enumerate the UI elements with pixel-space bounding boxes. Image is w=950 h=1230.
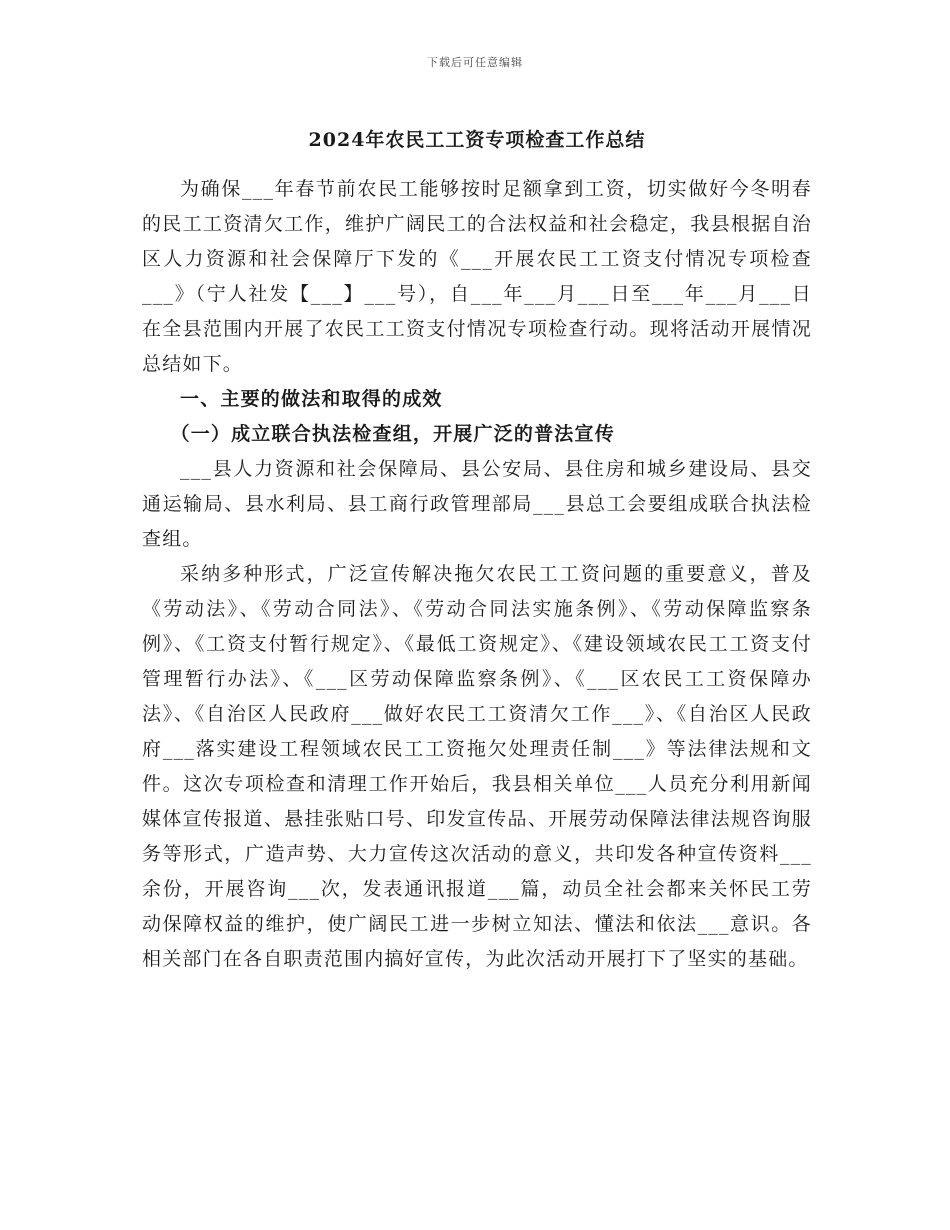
intro-paragraph: 为确保___年春节前农民工能够按时足额拿到工资，切实做好今冬明春的民工工资清欠工作，维护广阔民工的合法权益和社会稳定，我县根据自治区人力资源和社会保障厅下发的《___开展农民工工资支付情况专项检查___》（宁人社发【___】___号），自___年___月___日至___年___月___日在全县范围内开展了农民工工资支付情况专项检查行动。现将活动开展情况总结如下。 bbox=[142, 178, 812, 375]
joint-inspection-paragraph: ___县人力资源和社会保障局、县公安局、县住房和城乡建设局、县交通运输局、县水利局、县工商行政管理部局___县总工会要组成联合执法检查组。 bbox=[142, 458, 812, 550]
section-heading: 一、主要的做法和取得的成效 bbox=[180, 388, 443, 410]
subsection-heading: （一）成立联合执法检查组，开展广泛的普法宣传 bbox=[170, 423, 615, 445]
page-header-note: 下载后可任意编辑 bbox=[427, 56, 523, 69]
document-body bbox=[142, 122, 812, 977]
publicity-paragraph: 采纳多种形式，广泛宣传解决拖欠农民工工资问题的重要意义，普及《劳动法》、《劳动合同法》、《劳动合同法实施条例》、《劳动保障监察条例》、《工资支付暂行规定》、《最低工资规定》、《建设领域农民工工资支付管理暂行办法》、《___区劳动保障监察条例》、《___区农民工工资保障办法》、《自治区人民政府___做好农民工工资清欠工作___》、《自治区人民政府___落实建设工程领域农民工工资拖欠处理责任制___》等法律法规和文件。这次专项检查和清理工作开始后，我县相关单位___人员充分利用新闻媒体宣传报道、悬挂张贴口号、印发宣传品、开展劳动保障法律法规咨询服务等形式，广造声势、大力宣传这次活动的意义，共印发各种宣传资料___余份，开展咨询___次，发表通讯报道___篇，动员全社会都来关怀民工劳动保障权益的维护，使广阔民工进一步树立知法、懂法和依法___意识。各相关部门在各自职责范围内搞好宣传，为此次活动开展打下了坚实的基础。 bbox=[142, 563, 812, 970]
document-title: 2024年农民工工资专项检查工作总结 bbox=[308, 129, 646, 151]
